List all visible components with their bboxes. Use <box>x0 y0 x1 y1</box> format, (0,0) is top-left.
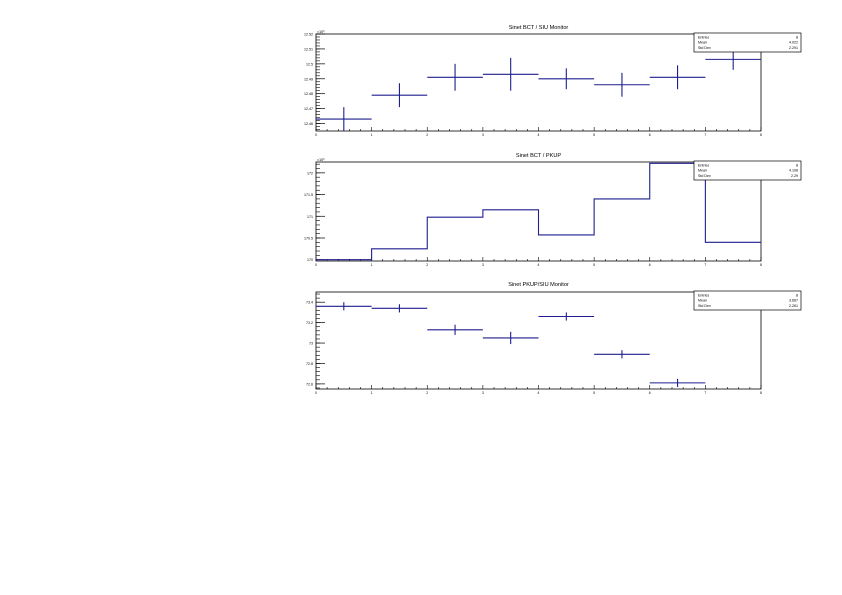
x-tick-label: 1 <box>370 391 373 395</box>
y-axis-ticks <box>304 164 325 262</box>
data-point <box>650 65 706 89</box>
data-point <box>539 68 595 89</box>
stats-box <box>694 161 801 180</box>
data-point <box>483 58 539 91</box>
x-axis-ticks <box>315 385 762 395</box>
chart-panel-3 <box>306 282 801 395</box>
y-tick-label: 12.5 <box>306 62 313 67</box>
chart-panel-2 <box>304 153 801 267</box>
stats-label: Std Dev <box>698 173 711 178</box>
x-tick-label: 5 <box>593 133 596 137</box>
stats-label: Entries <box>698 293 710 298</box>
x-tick-label: 8 <box>760 263 762 267</box>
x-tick-label: 6 <box>648 133 651 137</box>
x-tick-label: 1 <box>370 263 373 267</box>
stats-value: 8 <box>796 163 798 168</box>
stats-value: 2.29 <box>791 173 798 178</box>
y-tick-label: 72.8 <box>306 361 313 366</box>
y-tick-label: 73.2 <box>306 321 313 326</box>
y-tick-label: 73 <box>309 341 313 346</box>
chart-title: Sinet PKUP/SIU Monitor <box>508 282 569 288</box>
x-tick-label: 7 <box>704 133 707 137</box>
x-axis-ticks <box>315 127 762 137</box>
y-axis-ticks <box>304 33 325 130</box>
x-tick-label: 2 <box>426 263 429 267</box>
stats-box <box>694 33 801 52</box>
stats-value: 2.261 <box>789 303 798 308</box>
chart-title: Sinet BCT / PKUP <box>515 153 562 159</box>
x-tick-label: 8 <box>760 133 762 137</box>
x-tick-label: 3 <box>481 391 484 395</box>
y-tick-label: 172 <box>307 171 313 176</box>
y-tick-label: 12.52 <box>304 32 313 37</box>
stats-label: Mean <box>698 298 707 303</box>
data-point <box>483 332 539 344</box>
x-tick-label: 1 <box>370 133 373 137</box>
y-tick-label: 12.48 <box>304 92 313 97</box>
data-point <box>427 325 483 335</box>
data-series <box>316 302 705 387</box>
x-tick-label: 7 <box>704 263 707 267</box>
data-point <box>316 302 372 310</box>
y-axis-multiplier: ×10³ <box>317 30 325 34</box>
x-tick-label: 0 <box>315 263 317 267</box>
y-tick-label: 12.46 <box>304 122 313 127</box>
x-tick-label: 4 <box>537 263 540 267</box>
stats-value: 4.108 <box>789 168 798 173</box>
x-tick-label: 5 <box>593 263 596 267</box>
stats-value: 8 <box>796 293 798 298</box>
x-tick-label: 6 <box>648 391 651 395</box>
y-tick-label: 170.5 <box>304 236 313 241</box>
data-point <box>372 83 428 107</box>
data-point <box>594 350 650 358</box>
x-tick-label: 0 <box>315 133 317 137</box>
data-point <box>372 304 428 312</box>
x-tick-label: 0 <box>315 391 317 395</box>
x-tick-label: 3 <box>481 133 484 137</box>
y-tick-label: 73.4 <box>306 300 313 305</box>
x-tick-label: 4 <box>537 133 540 137</box>
y-tick-label: 12.51 <box>304 47 313 52</box>
x-tick-label: 2 <box>426 391 429 395</box>
data-point <box>539 312 595 320</box>
x-tick-label: 7 <box>704 391 707 395</box>
y-axis-ticks <box>306 294 325 388</box>
data-point <box>650 379 706 387</box>
x-tick-label: 6 <box>648 263 651 267</box>
y-tick-label: 170 <box>307 258 313 263</box>
data-series <box>316 49 761 131</box>
data-point <box>427 64 483 91</box>
data-point <box>316 107 372 131</box>
y-tick-label: 171.5 <box>304 193 313 198</box>
stats-box <box>694 291 801 310</box>
stats-label: Entries <box>698 163 710 168</box>
stats-label: Mean <box>698 40 707 45</box>
y-tick-label: 171 <box>307 214 313 219</box>
stats-value: 2.291 <box>789 45 798 50</box>
data-point <box>594 73 650 97</box>
y-axis-multiplier: ×10³ <box>317 158 325 162</box>
stats-value: 8 <box>796 35 798 40</box>
stats-label: Entries <box>698 35 710 40</box>
x-tick-label: 5 <box>593 391 596 395</box>
y-tick-label: 72.6 <box>306 382 313 387</box>
y-tick-label: 12.47 <box>304 107 313 112</box>
x-tick-label: 3 <box>481 263 484 267</box>
stats-label: Std Dev <box>698 45 711 50</box>
y-tick-label: 12.49 <box>304 77 313 82</box>
stats-value: 3.667 <box>789 298 798 303</box>
chart-title: Sinet BCT / SIU Monitor <box>508 25 569 31</box>
stats-label: Std Dev <box>698 303 711 308</box>
x-tick-label: 2 <box>426 133 429 137</box>
chart-panel-1 <box>304 25 801 137</box>
stats-label: Mean <box>698 168 707 173</box>
x-tick-label: 4 <box>537 391 540 395</box>
stats-value: 4.022 <box>789 40 798 45</box>
x-axis-ticks <box>315 257 762 267</box>
x-tick-label: 8 <box>760 391 762 395</box>
